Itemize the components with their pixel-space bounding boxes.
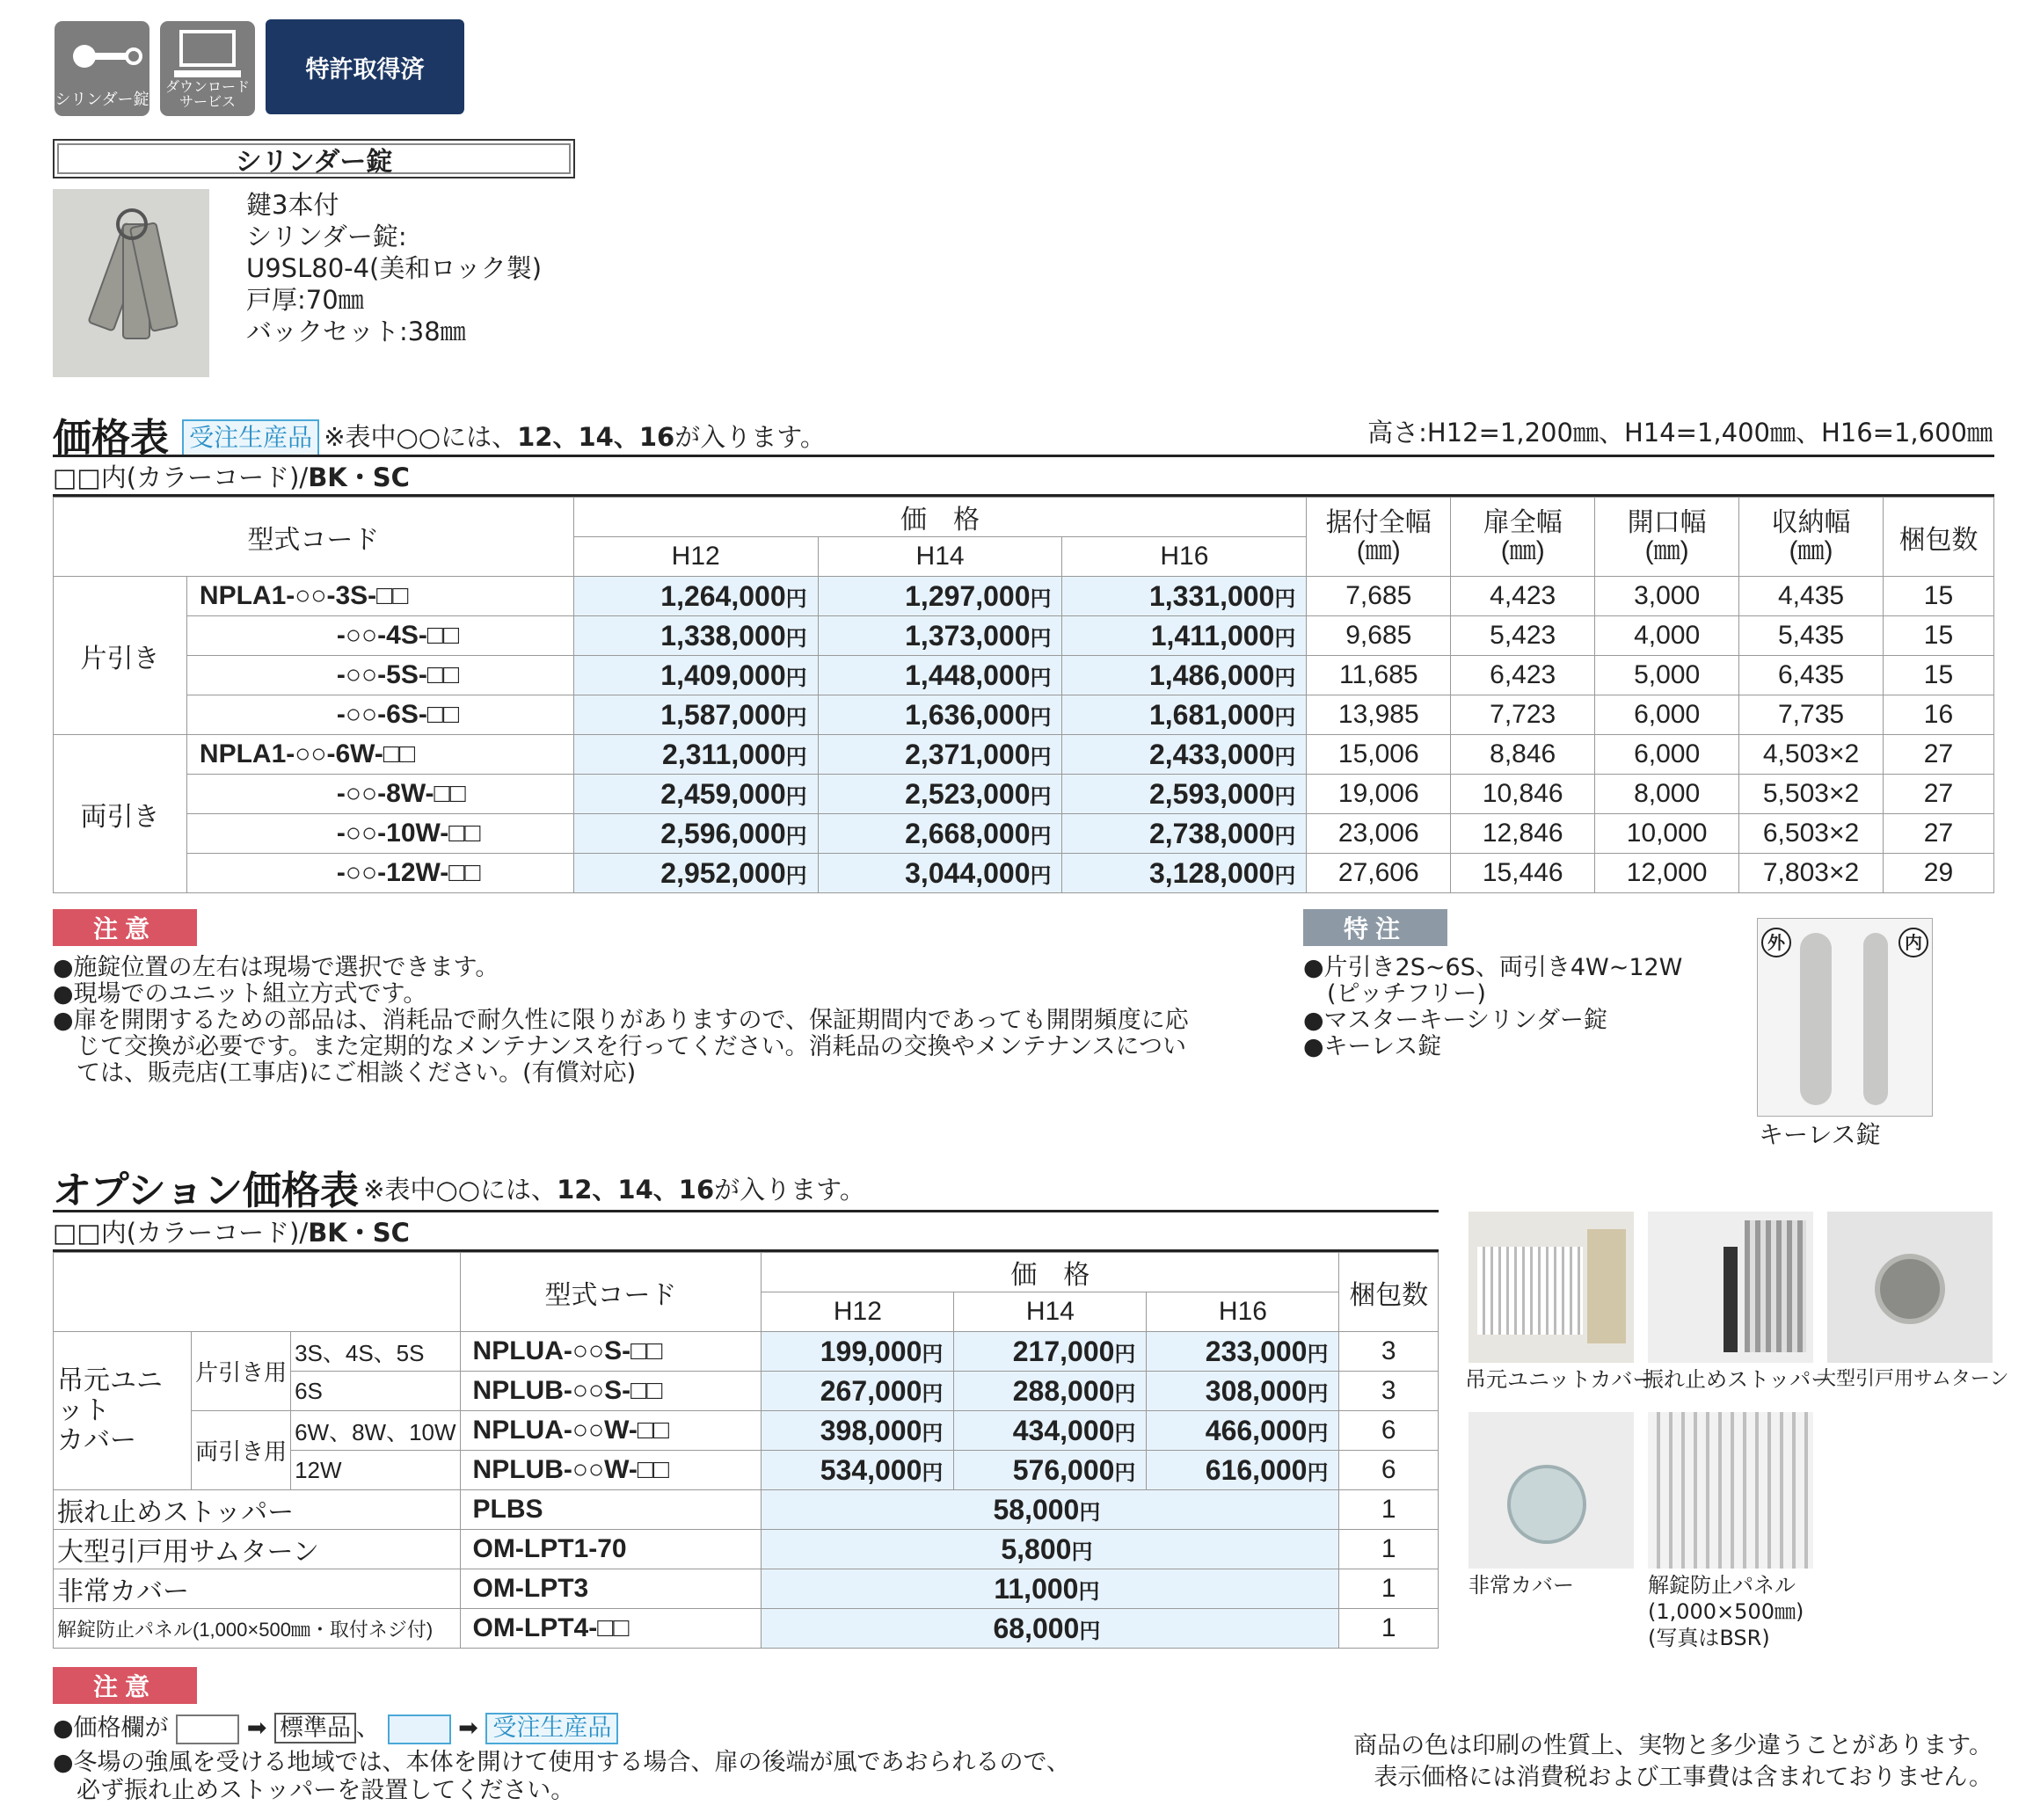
model-code: -○○-6S-□□ (186, 695, 573, 735)
option-row (54, 1530, 1439, 1569)
cylinder-icon-label: シリンダー錠 (55, 91, 149, 109)
caution2-line: ●冬場の強風を受ける地域では、本体を開けて使用する場合、扉の後端が風であおられるので、 (53, 1749, 1071, 1776)
price-cell (1062, 695, 1307, 735)
price-cell (818, 854, 1062, 893)
price-cell (818, 577, 1062, 616)
price-value: 1,373,000 (905, 619, 1031, 652)
price-value: 2,668,000 (905, 817, 1031, 849)
option-package: 1 (1339, 1569, 1439, 1609)
option-price-cell (762, 1530, 1339, 1569)
dim-cell: 16 (1883, 695, 1993, 735)
caution2-label: 注意 (53, 1667, 197, 1704)
special-order-list (1303, 955, 1682, 1060)
yen-unit: 円 (1274, 863, 1296, 888)
yen-unit: 円 (785, 586, 807, 611)
caution-label: 注意 (53, 909, 197, 946)
price-title: 価格表 (53, 416, 169, 461)
model-code: -○○-4S-□□ (186, 616, 573, 656)
dim-cell: 13,985 (1307, 695, 1451, 735)
option-price-cell (1147, 1451, 1339, 1490)
caution-item: ては、販売店(工事店)にご相談ください。(有償対応) (53, 1059, 637, 1087)
caution-list (53, 955, 1189, 1087)
yen-unit: 円 (1274, 666, 1296, 690)
cylinder-specs (246, 189, 542, 347)
special-item: (ピッチフリー) (1303, 980, 1486, 1008)
option-price-cell (1147, 1411, 1339, 1451)
price-value: 1,448,000 (905, 659, 1031, 691)
spec-line: 戸厚:70㎜ (246, 285, 364, 315)
price-value: 466,000 (1205, 1414, 1308, 1446)
yen-unit: 円 (1307, 1421, 1329, 1445)
price-cell (818, 814, 1062, 854)
yen-unit: 円 (1114, 1460, 1136, 1485)
download-service-icon (160, 21, 255, 116)
header-storage-width: 収納幅 (㎜) (1739, 498, 1884, 577)
price-value: 2,738,000 (1148, 817, 1275, 849)
dim-cell: 6,423 (1451, 656, 1595, 695)
caution2-line: 必ず振れ止めストッパーを設置してください。 (53, 1777, 575, 1804)
header-package: 梱包数 (1883, 498, 1993, 577)
option-price-cell (762, 1451, 954, 1490)
option-row (54, 1332, 1439, 1372)
price-cell (1062, 577, 1307, 616)
price-cell (573, 854, 818, 893)
price-value: 2,371,000 (905, 738, 1031, 770)
option-price-cell (954, 1451, 1147, 1490)
price-value: 217,000 (1012, 1335, 1115, 1367)
size-label: 12W (291, 1451, 460, 1490)
price-value: 233,000 (1205, 1335, 1308, 1367)
spec-line: バックセット:38㎜ (246, 317, 466, 346)
yen-unit: 円 (1079, 1619, 1101, 1643)
model-code: NPLA1-○○-3S-□□ (186, 577, 573, 616)
price-cell (818, 656, 1062, 695)
price-value: 2,596,000 (660, 817, 786, 849)
option-note: ※表中○○には、12、14、16が入ります。 (363, 1175, 865, 1205)
standard-swatch (176, 1714, 239, 1744)
price-cell (573, 814, 818, 854)
price-cell (818, 735, 1062, 775)
yen-unit: 円 (785, 784, 807, 809)
dim-cell: 5,503×2 (1739, 775, 1884, 814)
option-price-cell (762, 1569, 1339, 1609)
option-name: 大型引戸用サムターン (54, 1530, 461, 1569)
option-price-cell (762, 1332, 954, 1372)
dim-cell: 8,846 (1451, 735, 1595, 775)
price-cell (818, 695, 1062, 735)
spec-line: U9SL80-4(美和ロック製) (246, 253, 543, 283)
usage-label: 両引き用 (192, 1411, 291, 1490)
usage-label: 片引き用 (192, 1332, 291, 1411)
swing-stopper-photo (1648, 1212, 1813, 1363)
yen-unit: 円 (1307, 1381, 1329, 1406)
option-header (53, 1159, 865, 1215)
price-value: 434,000 (1012, 1414, 1115, 1446)
yen-unit: 円 (1114, 1342, 1136, 1366)
option-price-cell (954, 1411, 1147, 1451)
dim-cell: 29 (1883, 854, 1993, 893)
color-code-note: □□内(カラーコード)/BK・SC (53, 462, 410, 492)
model-code: -○○-12W-□□ (186, 854, 573, 893)
dim-cell: 6,503×2 (1739, 814, 1884, 854)
yen-unit: 円 (922, 1421, 944, 1445)
group-label: 片引き (54, 577, 187, 735)
dim-cell: 15 (1883, 577, 1993, 616)
price-value: 398,000 (820, 1414, 922, 1446)
caution-item: じて交換が必要です。また定期的なメンテナンスを行ってください。消耗品の交換やメンテナンスについ (53, 1033, 1186, 1060)
cylinder-lock-icon (55, 21, 149, 116)
yen-unit: 円 (785, 666, 807, 690)
dim-cell: 7,735 (1739, 695, 1884, 735)
table-row (54, 577, 1994, 616)
price-value: 1,409,000 (660, 659, 786, 691)
hinge-unit-cover-photo (1468, 1212, 1634, 1363)
order-made-badge: 受注生産品 (182, 419, 319, 456)
price-cell (573, 577, 818, 616)
header-install-width: 据付全幅 (㎜) (1307, 498, 1451, 577)
standard-label: 標準品 (274, 1713, 356, 1744)
dim-cell: 12,846 (1451, 814, 1595, 854)
model-code: NPLA1-○○-6W-□□ (186, 735, 573, 775)
dim-cell: 10,000 (1595, 814, 1739, 854)
yen-unit: 円 (1079, 1500, 1101, 1525)
special-item: ●キーレス錠 (1303, 1033, 1442, 1060)
photo-caption: 吊元ユニットカバー (1465, 1367, 1654, 1392)
option-package: 3 (1339, 1372, 1439, 1411)
yen-unit: 円 (922, 1381, 944, 1406)
dim-cell: 4,435 (1739, 577, 1884, 616)
price-cell (1062, 814, 1307, 854)
yen-unit: 円 (1307, 1342, 1329, 1366)
yen-unit: 円 (1030, 863, 1052, 888)
option-row (54, 1411, 1439, 1451)
dim-cell: 4,423 (1451, 577, 1595, 616)
dim-cell: 15,006 (1307, 735, 1451, 775)
option-color-note: □□内(カラーコード)/BK・SC (53, 1218, 410, 1248)
yen-unit: 円 (922, 1460, 944, 1485)
dim-cell: 8,000 (1595, 775, 1739, 814)
yen-unit: 円 (1030, 745, 1052, 769)
price-value: 2,459,000 (660, 777, 786, 810)
dim-cell: 27 (1883, 775, 1993, 814)
yen-unit: 円 (1274, 626, 1296, 651)
table-row (54, 775, 1994, 814)
option-code: NPLUA-○○S-□□ (460, 1332, 762, 1372)
dim-cell: 23,006 (1307, 814, 1451, 854)
option-price-cell (762, 1609, 1339, 1649)
price-value: 534,000 (820, 1453, 922, 1486)
dim-cell: 15 (1883, 656, 1993, 695)
option-package: 6 (1339, 1451, 1439, 1490)
dim-cell: 27,606 (1307, 854, 1451, 893)
price-value: 308,000 (1205, 1374, 1308, 1407)
yen-unit: 円 (1030, 666, 1052, 690)
header-door-width: 扉全幅 (㎜) (1451, 498, 1595, 577)
yen-unit: 円 (1071, 1540, 1093, 1564)
dim-cell: 10,846 (1451, 775, 1595, 814)
option-name: 非常カバー (54, 1569, 461, 1609)
yen-unit: 円 (1030, 784, 1052, 809)
opt-header-h16: H16 (1147, 1292, 1339, 1332)
price-cell (573, 656, 818, 695)
option-price-cell (954, 1332, 1147, 1372)
option-code: NPLUA-○○W-□□ (460, 1411, 762, 1451)
yen-unit: 円 (1114, 1381, 1136, 1406)
price-value: 58,000 (993, 1493, 1080, 1525)
price-value: 1,486,000 (1148, 659, 1275, 691)
dim-cell: 5,423 (1451, 616, 1595, 656)
yen-unit: 円 (1030, 586, 1052, 611)
dim-cell: 9,685 (1307, 616, 1451, 656)
header-h16: H16 (1062, 537, 1307, 577)
size-label: 3S、4S、5S (291, 1332, 460, 1372)
unlock-prevention-panel-photo (1648, 1412, 1813, 1569)
dim-cell: 6,000 (1595, 695, 1739, 735)
price-cell (1062, 775, 1307, 814)
dim-cell: 7,803×2 (1739, 854, 1884, 893)
yen-unit: 円 (1114, 1421, 1136, 1445)
table-row (54, 814, 1994, 854)
dim-cell: 6,435 (1739, 656, 1884, 695)
download-icon-label: ダウンロード サービス (164, 78, 250, 110)
spec-line: シリンダー錠: (246, 222, 407, 251)
dim-cell: 27 (1883, 814, 1993, 854)
header-code: 型式コード (54, 498, 574, 577)
photo-caption: 大型引戸用サムターン (1817, 1368, 2009, 1390)
yen-unit: 円 (1030, 705, 1052, 730)
option-package: 3 (1339, 1332, 1439, 1372)
yen-unit: 円 (785, 626, 807, 651)
option-price-cell (954, 1372, 1147, 1411)
yen-unit: 円 (1274, 586, 1296, 611)
price-cell (818, 775, 1062, 814)
yen-unit: 円 (1307, 1460, 1329, 1485)
keys-photo (53, 189, 209, 377)
price-cell (573, 616, 818, 656)
option-price-cell (762, 1411, 954, 1451)
price-value: 1,297,000 (905, 579, 1031, 612)
option-code: OM-LPT1-70 (460, 1530, 762, 1569)
price-value: 199,000 (820, 1335, 922, 1367)
caution-item: ●施錠位置の左右は現場で選択できます。 (53, 954, 499, 981)
price-value: 288,000 (1012, 1374, 1115, 1407)
dim-cell: 6,000 (1595, 735, 1739, 775)
special-order-label: 特注 (1303, 909, 1447, 946)
option-price-cell (1147, 1372, 1339, 1411)
price-legend: ●価格欄が ➡ 標準品 、 ➡ 受注生産品 (53, 1713, 618, 1744)
header-price: 価 格 (573, 498, 1307, 537)
group-label: 両引き (54, 735, 187, 893)
yen-unit: 円 (785, 745, 807, 769)
price-cell (573, 735, 818, 775)
dim-cell: 15,446 (1451, 854, 1595, 893)
option-table (53, 1252, 1439, 1649)
keyless-caption: キーレス錠 (1759, 1120, 1881, 1149)
price-table (53, 497, 1994, 893)
header-opening-width: 開口幅 (㎜) (1595, 498, 1739, 577)
option-price-cell (1147, 1332, 1339, 1372)
price-value: 2,523,000 (905, 777, 1031, 810)
table-row (54, 616, 1994, 656)
emergency-cover-photo (1468, 1412, 1634, 1569)
order-swatch (388, 1714, 451, 1744)
dim-cell: 27 (1883, 735, 1993, 775)
price-cell (573, 695, 818, 735)
yen-unit: 円 (785, 705, 807, 730)
dim-cell: 5,435 (1739, 616, 1884, 656)
price-value: 11,000 (994, 1572, 1079, 1605)
special-item: ●片引き2S~6S、両引き4W~12W (1303, 954, 1683, 981)
dim-cell: 19,006 (1307, 775, 1451, 814)
price-value: 1,636,000 (905, 698, 1031, 731)
option-title: オプション価格表 (53, 1168, 360, 1213)
price-value: 576,000 (1012, 1453, 1115, 1486)
price-value: 2,311,000 (662, 738, 786, 770)
spec-line: 鍵3本付 (246, 190, 339, 220)
price-value: 5,800 (1001, 1532, 1072, 1565)
dim-cell: 12,000 (1595, 854, 1739, 893)
caution-item: ●現場でのユニット組立方式です。 (53, 980, 427, 1008)
model-code: -○○-5S-□□ (186, 656, 573, 695)
price-cell (573, 775, 818, 814)
opt-header-code: 型式コード (460, 1253, 762, 1332)
dim-cell: 11,685 (1307, 656, 1451, 695)
header-h14: H14 (818, 537, 1062, 577)
option-price-cell (762, 1490, 1339, 1530)
option-row (54, 1609, 1439, 1649)
option-code: NPLUB-○○S-□□ (460, 1372, 762, 1411)
yen-unit: 円 (1274, 824, 1296, 848)
price-value: 3,128,000 (1148, 856, 1275, 889)
option-package: 6 (1339, 1411, 1439, 1451)
opt-header-h12: H12 (762, 1292, 954, 1332)
opt-header-price: 価 格 (762, 1253, 1339, 1292)
option-code: PLBS (460, 1490, 762, 1530)
price-value: 1,681,000 (1148, 698, 1275, 731)
dim-cell: 7,685 (1307, 577, 1451, 616)
price-note: ※表中○○には、12、14、16が入ります。 (324, 422, 826, 452)
option-package: 1 (1339, 1530, 1439, 1569)
price-cell (1062, 616, 1307, 656)
price-cell (1062, 854, 1307, 893)
yen-unit: 円 (785, 824, 807, 848)
dim-cell: 3,000 (1595, 577, 1739, 616)
dim-cell: 15 (1883, 616, 1993, 656)
dim-cell: 5,000 (1595, 656, 1739, 695)
option-name: 解錠防止パネル(1,000×500㎜・取付ネジ付) (54, 1609, 461, 1649)
option-code: OM-LPT4-□□ (460, 1609, 762, 1649)
dim-cell: 7,723 (1451, 695, 1595, 735)
option-row (54, 1490, 1439, 1530)
patent-badge: 特許取得済 (266, 19, 464, 114)
unit-cover-label: 吊元ユニット カバー (54, 1332, 192, 1490)
price-value: 3,044,000 (905, 856, 1031, 889)
price-value: 267,000 (820, 1374, 922, 1407)
yen-unit: 円 (1030, 626, 1052, 651)
yen-unit: 円 (1274, 705, 1296, 730)
opt-header-package: 梱包数 (1339, 1253, 1439, 1332)
keyless-lock-photo (1757, 918, 1933, 1117)
dim-cell: 4,000 (1595, 616, 1739, 656)
photo-caption-panel: 解錠防止パネル (1,000×500㎜) (写真はBSR) (1648, 1573, 1804, 1650)
cylinder-title: シリンダー錠 (53, 139, 575, 178)
price-value: 1,264,000 (660, 579, 786, 612)
yen-unit: 円 (785, 863, 807, 888)
price-value: 1,411,000 (1150, 619, 1275, 652)
option-name: 振れ止めストッパー (54, 1490, 461, 1530)
footer-note: 商品の色は印刷の性質上、実物と多少違うことがあります。 表示価格には消費税および工事費は含まれておりません。 (1353, 1732, 1993, 1791)
price-value: 1,331,000 (1148, 579, 1275, 612)
yen-unit: 円 (1274, 784, 1296, 809)
inside-marker: 内 (1898, 928, 1928, 957)
photo-caption: 振れ止めストッパー (1643, 1367, 1833, 1392)
model-code: -○○-8W-□□ (186, 775, 573, 814)
price-value: 2,952,000 (660, 856, 786, 889)
option-code: NPLUB-○○W-□□ (460, 1451, 762, 1490)
table-row (54, 695, 1994, 735)
table-row (54, 656, 1994, 695)
dim-cell: 4,503×2 (1739, 735, 1884, 775)
photo-caption: 非常カバー (1468, 1573, 1574, 1598)
size-label: 6S (291, 1372, 460, 1411)
price-value: 616,000 (1205, 1453, 1308, 1486)
price-cell (818, 616, 1062, 656)
price-value: 2,593,000 (1148, 777, 1275, 810)
table-row (54, 854, 1994, 893)
option-row (54, 1569, 1439, 1609)
yen-unit: 円 (1078, 1579, 1100, 1604)
height-note: 高さ:H12=1,200㎜、H14=1,400㎜、H16=1,600㎜ (1367, 418, 1993, 448)
opt-header-h14: H14 (954, 1292, 1147, 1332)
price-value: 68,000 (993, 1612, 1080, 1644)
order-label: 受注生産品 (485, 1713, 618, 1744)
header-h12: H12 (573, 537, 818, 577)
option-code: OM-LPT3 (460, 1569, 762, 1609)
price-value: 1,338,000 (660, 619, 786, 652)
option-price-cell (762, 1372, 954, 1411)
outside-marker: 外 (1761, 928, 1791, 957)
caution-item: ●扉を開閉するための部品は、消耗品で耐久性に限りがありますので、保証期間内であっても開閉頻度に応 (53, 1007, 1189, 1034)
model-code: -○○-10W-□□ (186, 814, 573, 854)
table-row (54, 735, 1994, 775)
price-value: 1,587,000 (660, 698, 786, 731)
option-package: 1 (1339, 1490, 1439, 1530)
price-cell (1062, 656, 1307, 695)
price-value: 2,433,000 (1148, 738, 1275, 770)
special-item: ●マスターキーシリンダー錠 (1303, 1007, 1607, 1034)
yen-unit: 円 (922, 1342, 944, 1366)
thumb-turn-photo (1827, 1212, 1993, 1363)
yen-unit: 円 (1274, 745, 1296, 769)
size-label: 6W、8W、10W (291, 1411, 460, 1451)
option-package: 1 (1339, 1609, 1439, 1649)
price-cell (1062, 735, 1307, 775)
yen-unit: 円 (1030, 824, 1052, 848)
